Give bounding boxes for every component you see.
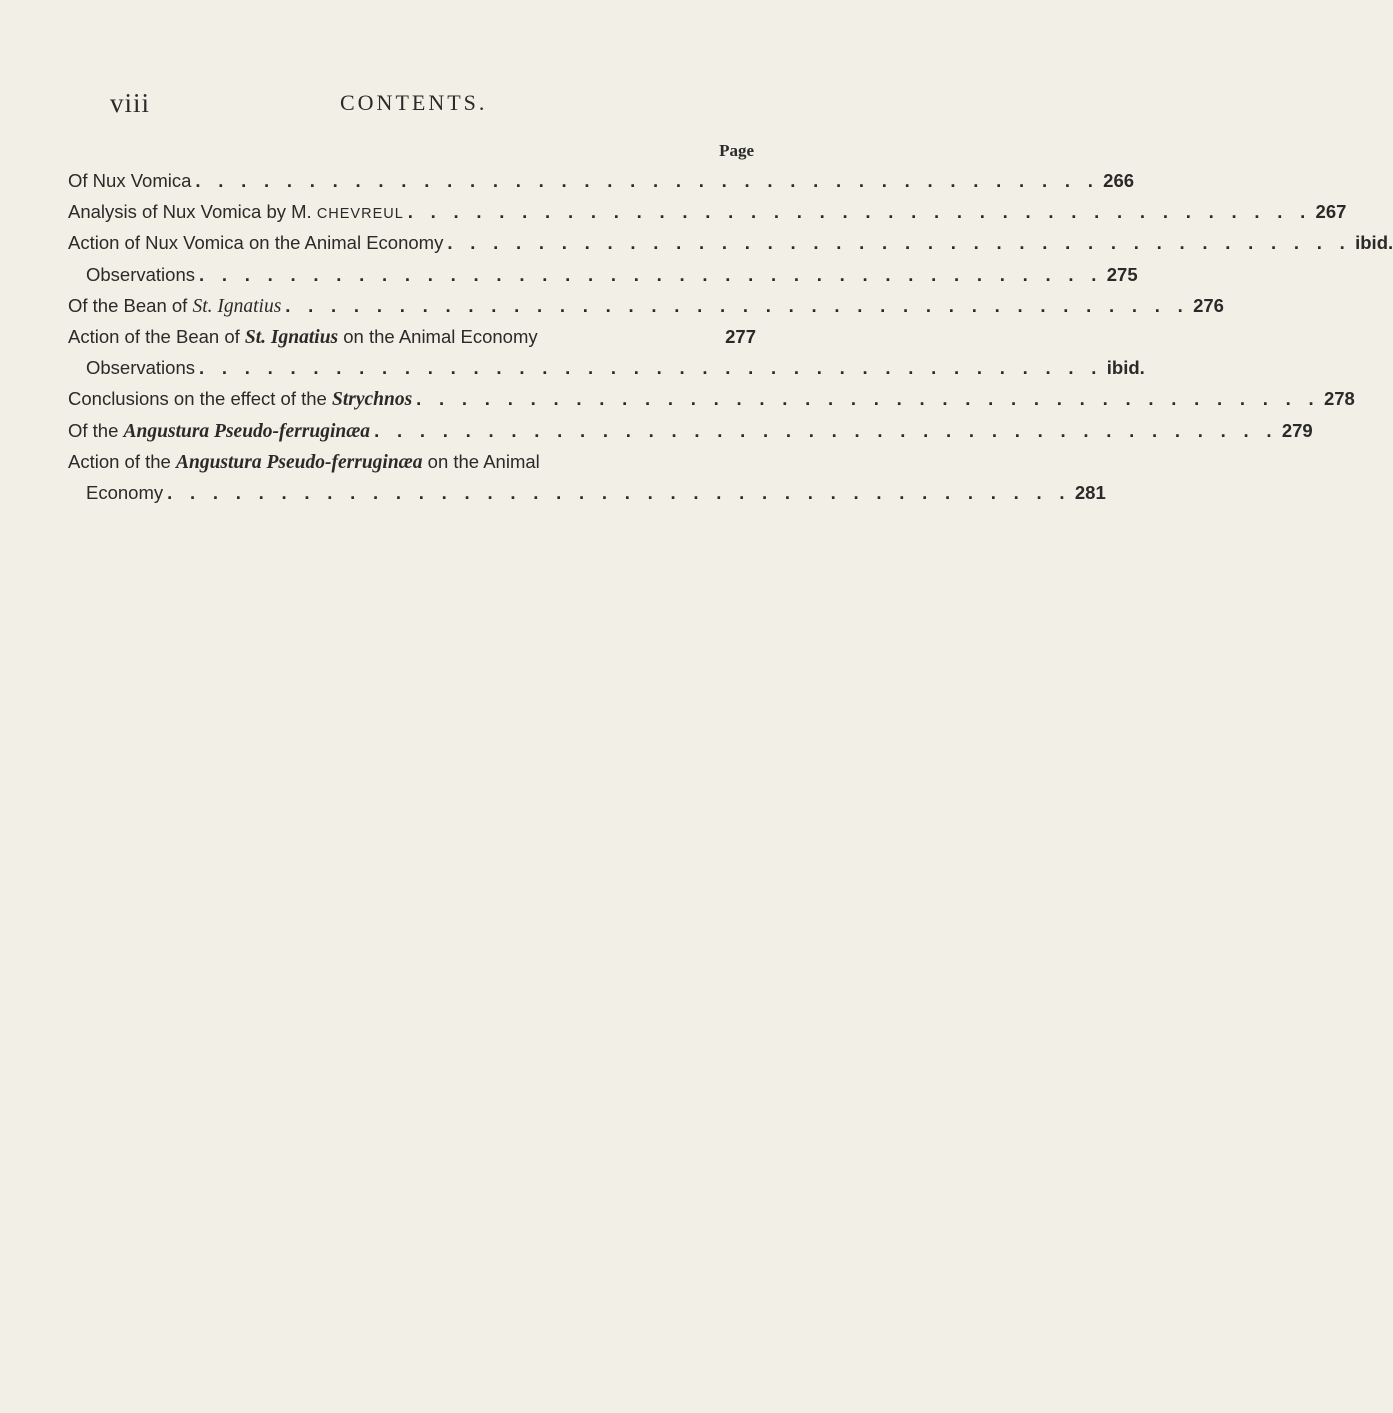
- leader-dots: . . . . . . . . . . . . . . . . . . . . . . . . . . . . . . . . . . . . . . . .: [416, 388, 1320, 410]
- leader-dots: . . . . . . . . . . . . . . . . . . . . . . . . . . . . . . . . . . . . . . . .: [374, 419, 1278, 441]
- running-head: [110, 88, 760, 118]
- toc-entry-title: [68, 201, 404, 223]
- toc-entry: [68, 481, 1106, 513]
- toc-entry: [68, 357, 1145, 388]
- toc-entry: [68, 294, 1224, 326]
- leader-dots: . . . . . . . . . . . . . . . . . . . . . . . . . . . . . . . . . . . . . . . .: [195, 170, 1100, 191]
- toc-entry-page: ibid.: [1106, 357, 1145, 379]
- italic-term: St. Ignatius: [192, 295, 282, 317]
- leader-dots: . . . . . . . . . . . . . . . . . . . . . . . . . . . . . . . . . . . . . . . .: [447, 232, 1352, 254]
- toc-entry-title: [68, 326, 538, 349]
- toc-entry-title: Economy: [86, 481, 164, 503]
- toc-entry-page: 275: [1106, 263, 1138, 285]
- toc-entry-title-text: Action of the: [68, 450, 176, 472]
- toc-entry-title: [68, 388, 412, 411]
- toc-entry-page: 277: [725, 325, 756, 347]
- toc-entry: [68, 388, 1355, 419]
- toc-entry-title-text: Of the: [68, 419, 124, 441]
- toc-entry-title-text: Analysis of Nux Vomica by M.: [68, 201, 317, 223]
- toc-entry: [68, 232, 1393, 263]
- toc-entry-title: Action of Nux Vomica on the Animal Economy: [68, 232, 444, 254]
- toc-entry-title: Observations: [86, 357, 195, 379]
- toc-entry-title: [68, 295, 281, 318]
- toc-entry: [68, 263, 1138, 295]
- leader-dots: . . . . . . . . . . . . . . . . . . . . . . . . . . . . . . . . . . . . . . . .: [199, 263, 1103, 285]
- toc-entry: [68, 201, 1347, 232]
- author-name: CHEVREUL: [316, 206, 404, 223]
- toc-entry-title-text: Of the Bean of: [68, 294, 193, 316]
- toc-entry-title-text: on the Animal: [422, 450, 540, 472]
- italic-term: Angustura Pseudo-ferruginæa: [175, 451, 423, 473]
- toc-entry: [68, 170, 1135, 201]
- table-of-contents: [68, 170, 1393, 513]
- page-number: viii: [110, 88, 151, 118]
- italic-term: Angustura Pseudo-ferruginæa: [123, 420, 371, 442]
- toc-entry-title: [68, 420, 370, 443]
- toc-entry: [68, 419, 1313, 451]
- toc-entry-page: 281: [1074, 481, 1106, 503]
- toc-entry-page: 266: [1103, 170, 1135, 191]
- running-title: CONTENTS.: [340, 90, 488, 115]
- leader-dots: . . . . . . . . . . . . . . . . . . . . . . . . . . . . . . . . . . . . . . . .: [407, 201, 1312, 223]
- toc-entry-page: 279: [1281, 419, 1313, 441]
- toc-entry-first-line: [68, 451, 756, 482]
- page-column-label: Page: [719, 141, 754, 160]
- toc-entry-title-text: Action of the Bean of: [68, 325, 245, 347]
- italic-term: Strychnos: [331, 389, 413, 411]
- leader-dots: . . . . . . . . . . . . . . . . . . . . . . . . . . . . . . . . . . . . . . . .: [167, 481, 1071, 503]
- toc-entry-title: Of Nux Vomica: [68, 170, 192, 191]
- toc-entry-page: 276: [1193, 294, 1224, 316]
- toc-entry-page: 267: [1315, 201, 1347, 223]
- toc-entry-title: Observations: [86, 263, 195, 285]
- leader-dots: . . . . . . . . . . . . . . . . . . . . . . . . . . . . . . . . . . . . . . . .: [285, 294, 1190, 316]
- toc-entry-page: 278: [1323, 388, 1355, 410]
- italic-term: St. Ignatius: [244, 326, 339, 348]
- toc-entry-page: ibid.: [1355, 232, 1393, 254]
- leader-dots: . . . . . . . . . . . . . . . . . . . . . . . . . . . . . . . . . . . . . . . .: [199, 357, 1103, 379]
- toc-entry: [68, 326, 756, 357]
- toc-entry-title-text: Conclusions on the effect of the: [68, 388, 332, 410]
- toc-entry-title-text: on the Animal Economy: [338, 325, 538, 347]
